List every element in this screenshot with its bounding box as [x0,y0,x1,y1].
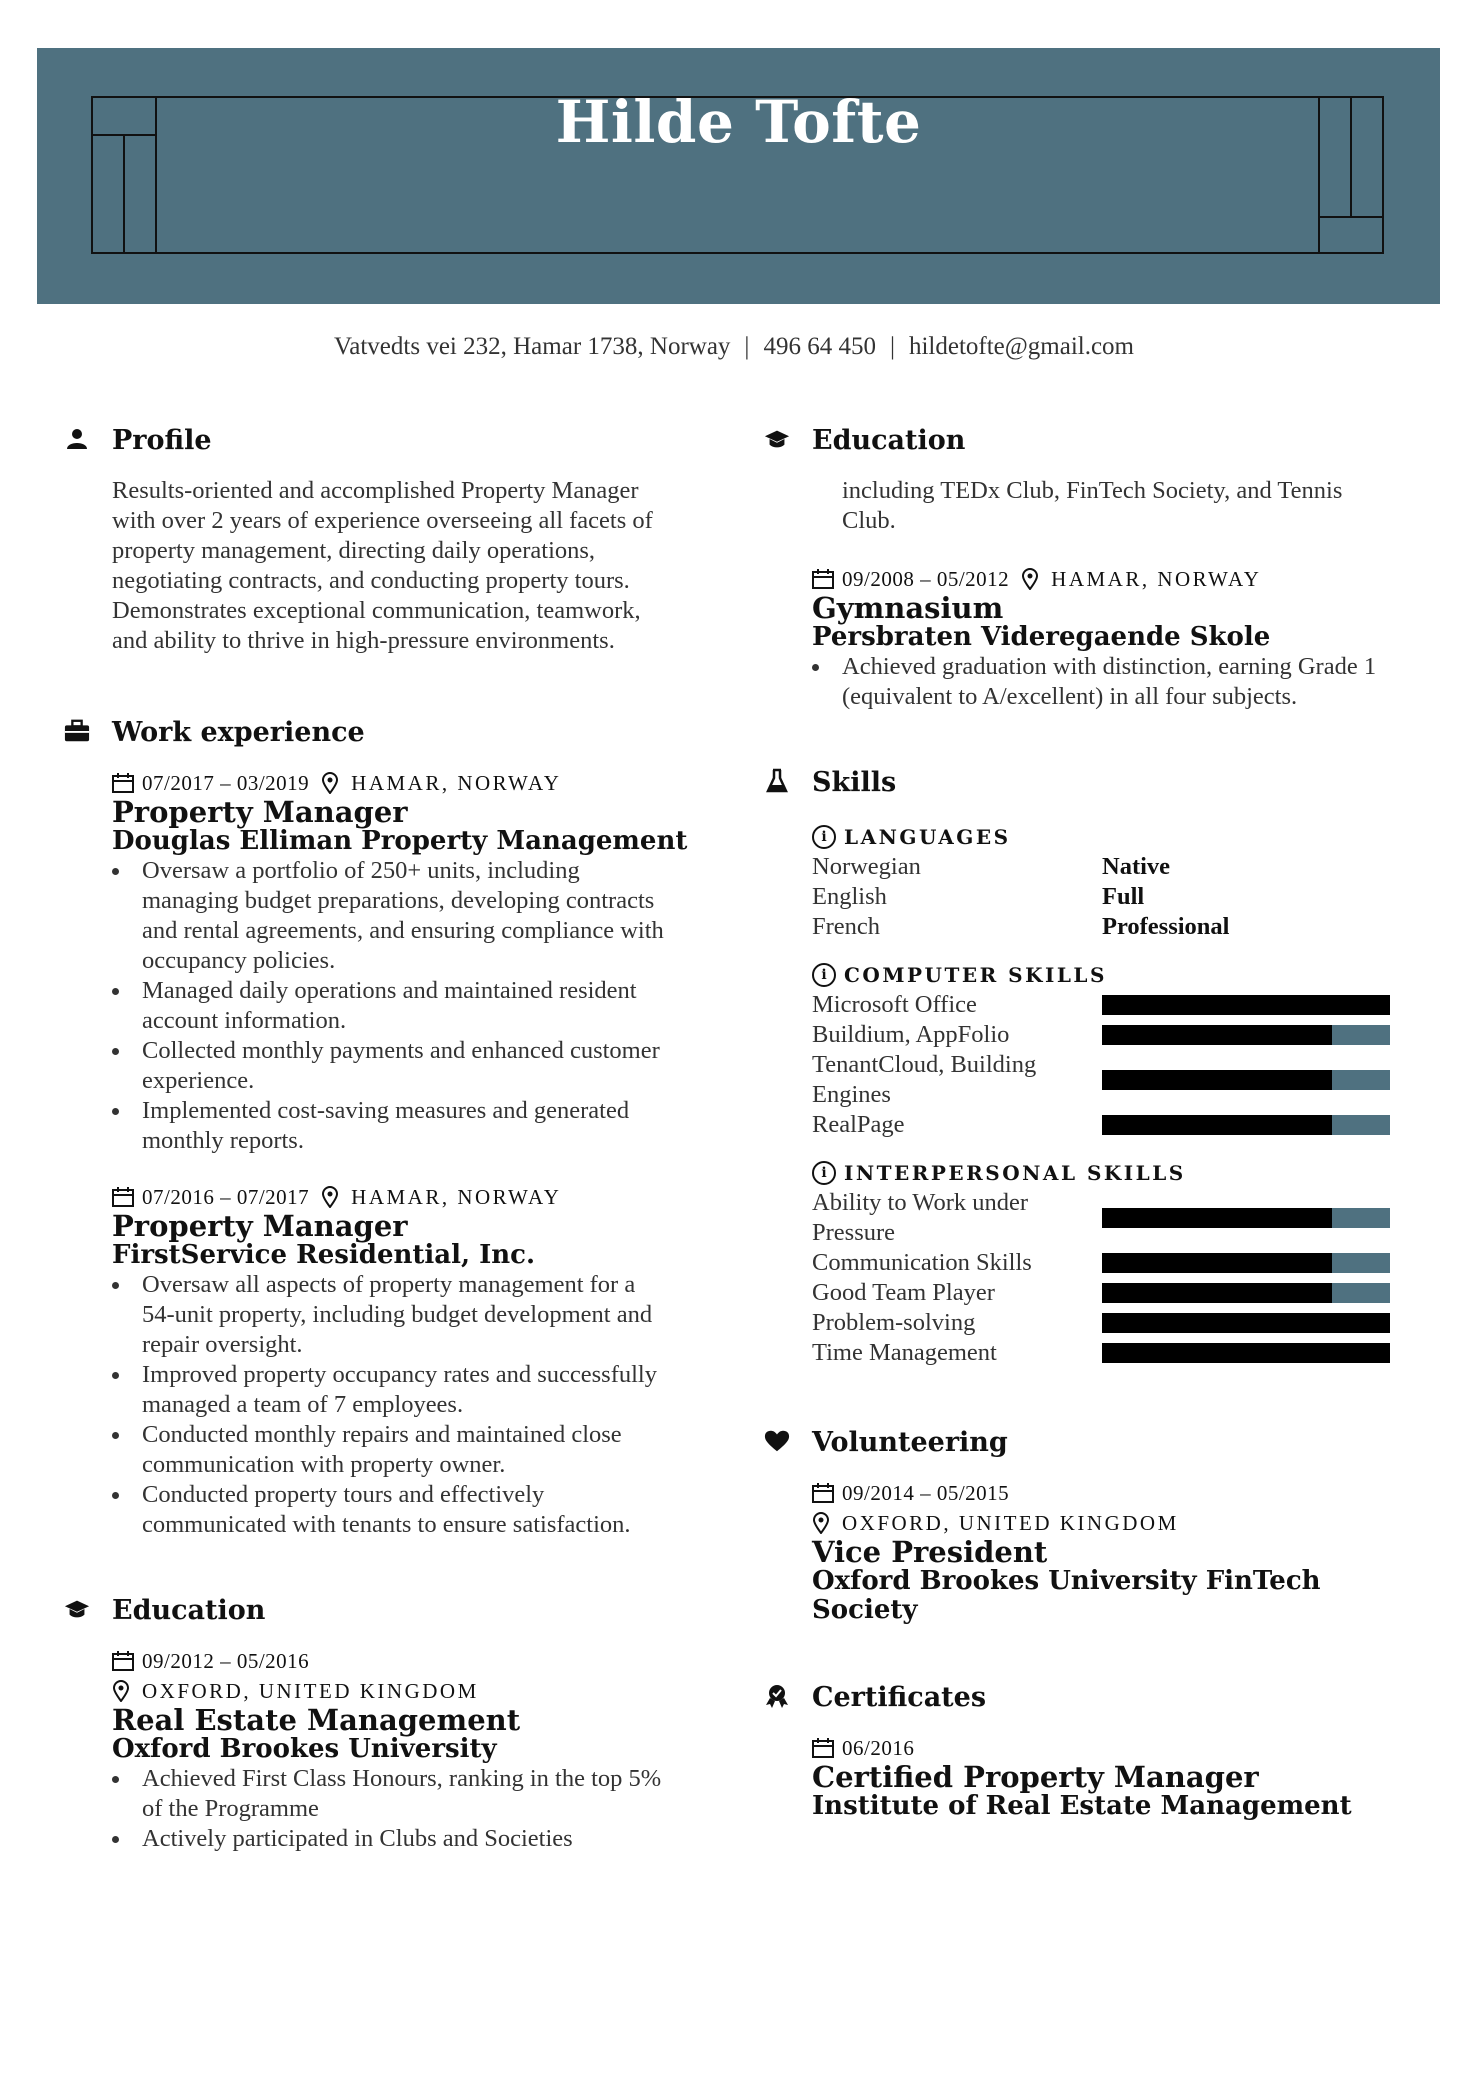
skill-level-bar [1102,1070,1390,1090]
email-link[interactable]: hildetofte@gmail.com [908,333,1135,360]
right-column [764,420,1404,1821]
calendar-icon [812,567,838,591]
certificates-heading: Certificates [764,1677,1404,1717]
briefcase-icon [64,718,90,744]
skill-level-bar [1102,1208,1390,1228]
skill-level-bar [1102,1253,1390,1273]
degree-title: Gymnasium [812,591,1004,625]
location-pin-icon [321,1185,347,1209]
list-item: Improved property occupancy rates and successfully managed a team of 7 employees. [112,1360,672,1420]
list-item: Implemented cost-saving measures and generated monthly reports. [112,1096,672,1156]
computer-skills-subheading: i COMPUTER SKILLS [812,960,1404,990]
phone: 496 64 450 [763,333,876,360]
list-item: Oversaw a portfolio of 250+ units, including managing budget preparations, developing contracts and rental agreements, and ensuring compliance with occupancy policies. [112,856,672,976]
volunteering-heading: Volunteering [764,1422,1404,1462]
school-name: Persbraten Videregaende Skole [812,622,1271,652]
job-bullets [112,856,672,1156]
info-icon: i [812,963,836,987]
education-entry [112,1646,704,1854]
volunteering-entry [812,1478,1404,1625]
education-continuation: including TEDx Club, FinTech Society, and Tennis Club. [842,477,1343,534]
job-entry [112,768,704,1156]
education-meta: 09/2008 – 05/2012 HAMAR, NORWAY [812,564,1404,594]
education-heading-continued: Education [764,420,1404,460]
skill-level-bar [1102,1283,1390,1303]
flask-icon [764,768,790,794]
skill-level-bar [1102,1025,1390,1045]
location-pin-icon [1021,567,1047,591]
list-item: Achieved graduation with distinction, earning Grade 1 (equivalent to A/excellent) in all four subjects. [812,652,1392,712]
skill-level-bar [1102,1343,1390,1363]
calendar-icon [812,1481,838,1505]
interpersonal-skills-group [812,1158,1404,1368]
calendar-icon [812,1736,838,1760]
skill-row: Problem-solving [812,1308,1404,1338]
volunteering-location: OXFORD, UNITED KINGDOM [812,1508,1404,1538]
info-icon: i [812,1161,836,1185]
job-meta: 07/2017 – 03/2019 HAMAR, NORWAY [112,768,704,798]
skill-row: TenantCloud, Building Engines [812,1050,1404,1110]
work-experience-heading: Work experience [64,712,704,752]
school-name: Oxford Brookes University [112,1734,497,1764]
interpersonal-skills-subheading: i INTERPERSONAL SKILLS [812,1158,1404,1188]
profile-summary: Results-oriented and accomplished Property Manager with over 2 years of experience overseeing all facets of property management, directing daily operations, negotiating contracts, and conducting property tours. Demonstrates exceptional communication, teamwork, and ability to thrive in high-pressure environments. [112,477,653,654]
list-item: Collected monthly payments and enhanced customer experience. [112,1036,672,1096]
language-row: English Full [812,883,1145,910]
address: Vatvedts vei 232, Hamar 1738, Norway [333,333,731,360]
list-item: Actively participated in Clubs and Societies [112,1824,672,1854]
education-dates: 09/2012 – 05/2016 [112,1646,704,1676]
language-row: French Professional [812,913,1230,940]
volunteer-role: Vice President [812,1535,1048,1569]
skill-row: Ability to Work under Pressure [812,1188,1404,1248]
list-item: Conducted monthly repairs and maintained close communication with property owner. [112,1420,672,1480]
skill-level-bar [1102,1115,1390,1135]
languages-group [812,822,1404,942]
language-row: Norwegian Native [812,853,1171,880]
education-bullets [112,1764,672,1854]
calendar-icon [112,1649,138,1673]
job-company: Douglas Elliman Property Management [112,826,688,856]
computer-skills-group [812,960,1404,1140]
volunteer-org: Oxford Brookes University FinTech Society [812,1566,1321,1625]
profile-heading: Profile [64,420,704,460]
job-bullets [112,1270,672,1540]
left-column [64,420,704,1854]
list-item: Conducted property tours and effectively communicated with tenants to ensure satisfaction. [112,1480,672,1540]
calendar-icon [112,771,138,795]
skill-level-bar [1102,995,1390,1015]
skill-row: Time Management [812,1338,1404,1368]
skills-heading: Skills [764,762,1404,802]
education-heading: Education [64,1590,704,1630]
education-entry [812,564,1404,712]
certificate-date: 06/2016 [812,1733,1404,1763]
graduation-cap-icon [764,426,790,452]
certificate-issuer: Institute of Real Estate Management [812,1791,1352,1821]
volunteering-dates: 09/2014 – 05/2015 [812,1478,1404,1508]
education-location: OXFORD, UNITED KINGDOM [112,1676,704,1706]
job-meta: 07/2016 – 07/2017 HAMAR, NORWAY [112,1182,704,1212]
calendar-icon [112,1185,138,1209]
heart-icon [764,1428,790,1454]
list-item: Managed daily operations and maintained resident account information. [112,976,672,1036]
contact-line: Vatvedts vei 232, Hamar 1738, Norway | 496 64 450 | hildetofte@gmail.com [333,333,1135,360]
person-icon [64,426,90,452]
degree-title: Real Estate Management [112,1703,521,1737]
skill-row: RealPage [812,1110,1404,1140]
list-item: Oversaw all aspects of property management for a 54-unit property, including budget development and repair oversight. [112,1270,672,1360]
list-item: Achieved First Class Honours, ranking in the top 5% of the Programme [112,1764,672,1824]
skill-row: Microsoft Office [812,990,1404,1020]
skill-row: Good Team Player [812,1278,1404,1308]
candidate-name: Hilde Tofte [555,88,922,156]
graduation-cap-icon [64,1596,90,1622]
certificate-name: Certified Property Manager [812,1760,1259,1794]
certificate-entry [812,1733,1404,1821]
job-company: FirstService Residential, Inc. [112,1240,536,1270]
header-banner [37,48,1440,304]
location-pin-icon [112,1679,138,1703]
job-title: Property Manager [112,1209,408,1243]
education-bullets [812,652,1392,712]
skill-row: Buildium, AppFolio [812,1020,1404,1050]
job-title: Property Manager [112,795,408,829]
info-icon: i [812,825,836,849]
skill-row: Communication Skills [812,1248,1404,1278]
location-pin-icon [321,771,347,795]
job-entry [112,1182,704,1540]
skill-level-bar [1102,1313,1390,1333]
location-pin-icon [812,1511,838,1535]
award-icon [764,1683,790,1709]
languages-subheading: i LANGUAGES [812,822,1404,852]
